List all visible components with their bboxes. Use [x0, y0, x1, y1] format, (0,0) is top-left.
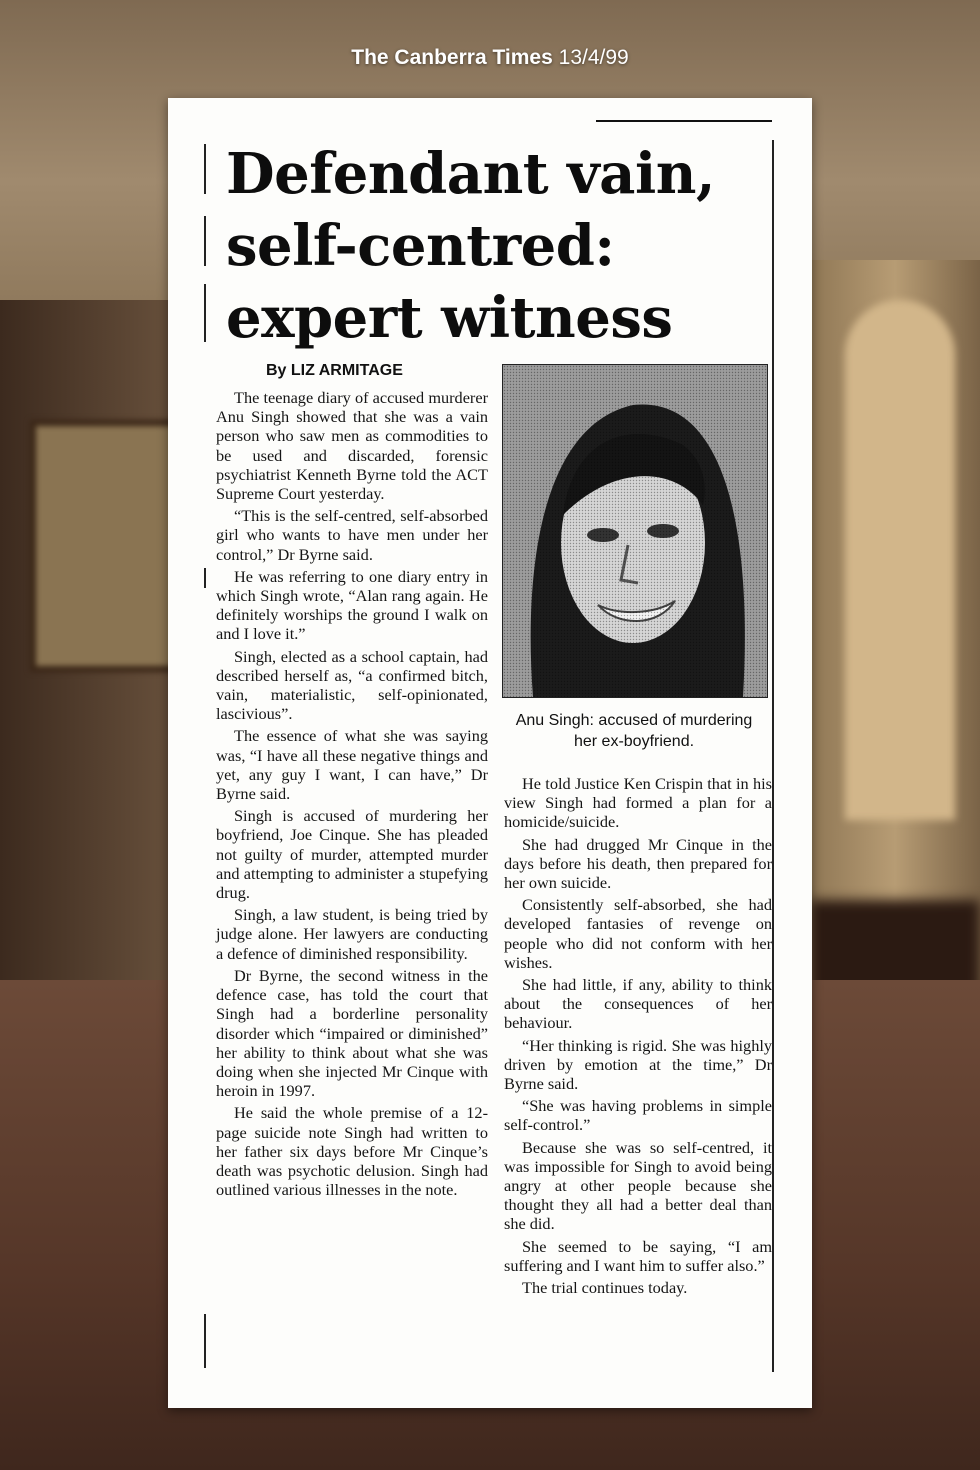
paragraph: Singh, elected as a school captain, had described herself as, “a confirmed bitch, vain, materialistic, self-opinionated, lascivious”.	[216, 646, 488, 724]
headline-rule-3	[204, 284, 206, 342]
paragraph: The essence of what she was saying was, “I have all these negative things and yet, any guy I want, I can have,” Dr Byrne said.	[216, 726, 488, 804]
paragraph: The trial continues today.	[522, 1278, 688, 1298]
publication-name: The Canberra Times	[351, 46, 553, 69]
paragraph: She had little, if any, ability to think about the consequences of her behaviour.	[504, 975, 772, 1033]
headline-rule-2	[204, 216, 206, 266]
article-right-column	[504, 774, 772, 1300]
paragraph: Consistently self-absorbed, she had developed fantasies of revenge on people who did not conform with her wishes.	[504, 895, 772, 972]
archway	[845, 300, 955, 820]
paragraph: “Her thinking is rigid. She was highly driven by emotion at the time,” Dr Byrne said.	[504, 1035, 772, 1094]
top-rule	[596, 120, 772, 122]
paragraph: “This is the self-centred, self-absorbed girl who wants to have men under her control,” Dr Byrne said.	[216, 506, 488, 564]
byline: By LIZ ARMITAGE	[266, 362, 403, 379]
portrait-illustration	[503, 365, 767, 697]
source-caption	[0, 46, 980, 70]
paragraph: Because she was so self-centred, it was impossible for Singh to avoid being angry at other people because she thought they all had a better deal than she did.	[504, 1137, 772, 1234]
publication-date: 13/4/99	[558, 46, 629, 69]
margin-tick-1	[204, 568, 206, 588]
paragraph: “She was having problems in simple self-control.”	[504, 1096, 772, 1135]
paragraph: Singh, a law student, is being tried by judge alone. Her lawyers are conducting a defence of diminished responsibility.	[216, 905, 488, 963]
photo-caption: Anu Singh: accused of murdering her ex-boyfriend.	[515, 712, 753, 750]
headline-line-2: self-centred:	[226, 213, 615, 279]
headline-rule-1	[204, 144, 206, 194]
margin-rule-bottom	[204, 1314, 206, 1368]
paragraph: The teenage diary of accused murderer Anu Singh showed that she was a vain person who saw men as commodities to be used and discarded, forensic psychiatrist Kenneth Byrne told the ACT Supreme Court yesterday.	[216, 388, 488, 504]
paragraph: He told Justice Ken Crispin that in his view Singh had formed a plan for a homicide/suicide.	[504, 774, 772, 832]
paragraph: She had drugged Mr Cinque in the days before his death, then prepared for her own suicide.	[504, 834, 772, 893]
headline-line-3: expert witness	[226, 285, 673, 351]
headline-line-1: Defendant vain,	[226, 141, 715, 207]
notice-board	[30, 420, 182, 672]
portrait-photo	[502, 364, 768, 698]
right-column-rule	[772, 140, 774, 1372]
paragraph: He said the whole premise of a 12-page suicide note Singh had written to her father six days before Mr Cinque’s death was psychotic delusion. Singh had outlined various illnesses in the note.	[216, 1103, 488, 1200]
article-left-column	[216, 388, 488, 1202]
paragraph: Dr Byrne, the second witness in the defence case, has told the court that Singh had a borderline personality disorder which “impaired or diminished” her ability to think about what she was doing when she injected Mr Cinque with heroin in 1997.	[216, 965, 488, 1101]
headline	[226, 138, 766, 354]
paragraph: Singh is accused of murdering her boyfriend, Joe Cinque. She has pleaded not guilty of murder, attempted murder and attempting to administer a stupefying drug.	[216, 806, 488, 903]
paragraph: She seemed to be saying, “I am suffering and I want him to suffer also.”	[504, 1236, 772, 1275]
newspaper-clipping	[168, 98, 812, 1408]
paragraph: He was referring to one diary entry in which Singh wrote, “Alan rang again. He definitely worships the ground I walk on and I love it.”	[216, 566, 488, 644]
